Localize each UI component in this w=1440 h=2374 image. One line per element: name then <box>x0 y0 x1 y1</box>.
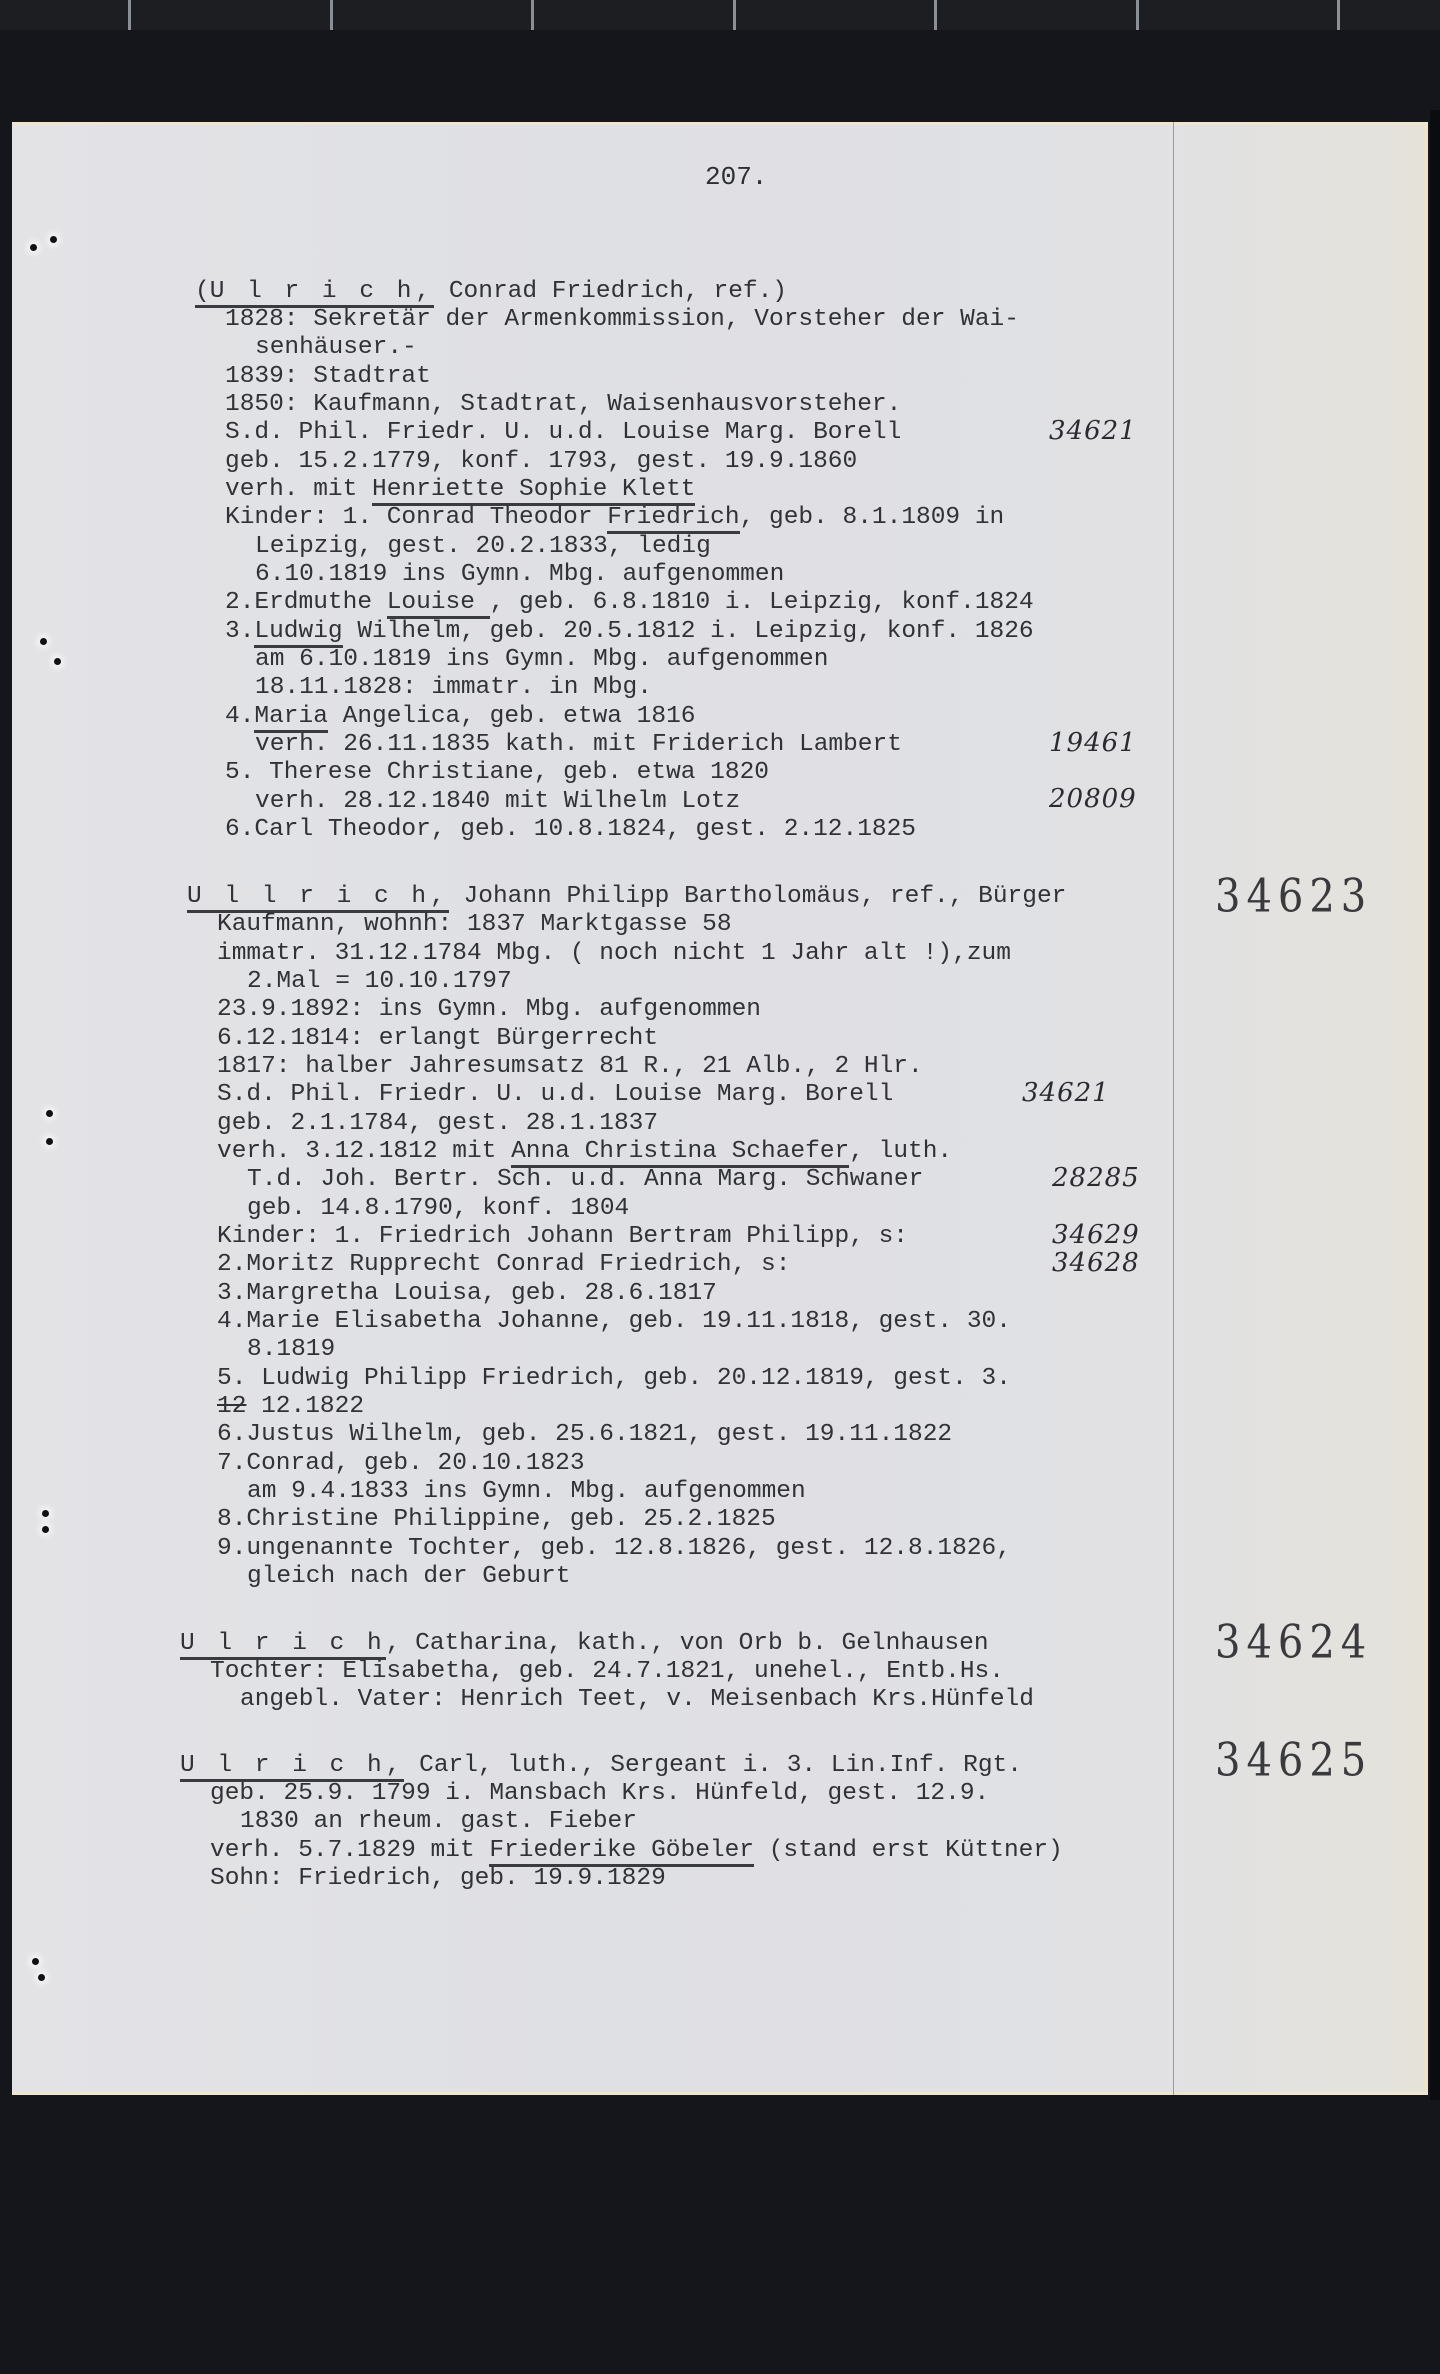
text-line: 6.10.1819 ins Gymn. Mbg. aufgenommen <box>255 561 785 588</box>
text-line: Kinder: 1. Conrad Theodor Friedrich, geb. 8.1.1809 in <box>225 504 1004 533</box>
surname: U l l r i c h, <box>187 883 449 913</box>
handwritten-reference: 34621 <box>1049 416 1137 446</box>
text-line: Kinder: 1. Friedrich Johann Bertram Philipp, s: <box>217 1223 909 1250</box>
page-number: 207. <box>705 162 768 192</box>
text-line: Tochter: Elisabetha, geb. 24.7.1821, unehel., Entb.Hs. <box>210 1658 1004 1685</box>
text-line: 8.1819 <box>247 1336 336 1363</box>
text-line: verh. 5.7.1829 mit Friederike Göbeler (stand erst Küttner) <box>210 1837 1063 1866</box>
handwritten-reference: 34629 <box>1052 1220 1140 1250</box>
text-line: 2.Moritz Rupprecht Conrad Friedrich, s: <box>217 1251 791 1278</box>
entry-header: (U l r i c h, Conrad Friedrich, ref.) <box>195 278 787 307</box>
text-line: geb. 25.9. 1799 i. Mansbach Krs. Hünfeld, gest. 12.9. <box>210 1780 990 1807</box>
text-line: 9.ungenannte Tochter, geb. 12.8.1826, gest. 12.8.1826, <box>217 1535 1011 1562</box>
text-line: Sohn: Friedrich, geb. 19.9.1829 <box>210 1865 666 1892</box>
text-line: Kaufmann, wohnh: 1837 Marktgasse 58 <box>217 911 732 938</box>
given-names: Johann Philipp Bartholomäus, ref., Bürger <box>448 883 1067 910</box>
entry-conrad-friedrich <box>12 236 1034 863</box>
text-line: 5. Ludwig Philipp Friedrich, geb. 20.12.1819, gest. 3. <box>217 1365 1011 1392</box>
text-line: 12 12.1822 <box>217 1393 365 1420</box>
text-line: senhäuser.- <box>255 334 417 361</box>
surname: U l r i c h, <box>180 1752 404 1782</box>
film-perforation <box>531 0 534 30</box>
record-number-stamp: 34624 <box>1215 1616 1373 1669</box>
text-line: verh. 26.11.1835 kath. mit Friderich Lambert <box>255 731 902 758</box>
text-line: 2.Mal = 10.10.1797 <box>247 968 512 995</box>
text-line: 1817: halber Jahresumsatz 81 R., 21 Alb., 2 Hlr. <box>217 1053 923 1080</box>
text-line: geb. 2.1.1784, gest. 28.1.1837 <box>217 1110 659 1137</box>
text-line: 3.Margretha Louisa, geb. 28.6.1817 <box>217 1280 717 1307</box>
text-line: 6.12.1814: erlangt Bürgerrecht <box>217 1025 659 1052</box>
text-line: 23.9.1892: ins Gymn. Mbg. aufgenommen <box>217 996 761 1023</box>
handwritten-reference: 34628 <box>1052 1248 1140 1278</box>
text-line: S.d. Phil. Friedr. U. u.d. Louise Marg. Borell <box>217 1081 894 1108</box>
film-perforation <box>1337 0 1340 30</box>
text-line: 7.Conrad, geb. 20.10.1823 <box>217 1450 585 1477</box>
margin-line <box>1173 122 1174 2095</box>
film-perforation <box>1136 0 1139 30</box>
text-line: 1839: Stadtrat <box>225 363 431 390</box>
text-line: verh. mit Henriette Sophie Klett <box>225 476 695 505</box>
text-line: geb. 15.2.1779, konf. 1793, gest. 19.9.1860 <box>225 448 858 475</box>
given-names: Carl, luth., Sergeant i. 3. Lin.Inf. Rgt. <box>404 1752 1022 1779</box>
text-line: 5. Therese Christiane, geb. etwa 1820 <box>225 759 769 786</box>
entry-header <box>180 1752 1022 1781</box>
text-line: Leipzig, gest. 20.2.1833, ledig <box>255 533 711 560</box>
text-line: 18.11.1828: immatr. in Mbg. <box>255 674 652 701</box>
film-perforation <box>733 0 736 30</box>
text-line: am 6.10.1819 ins Gymn. Mbg. aufgenommen <box>255 646 829 673</box>
text-line: geb. 14.8.1790, konf. 1804 <box>247 1195 630 1222</box>
text-line: am 9.4.1833 ins Gymn. Mbg. aufgenommen <box>247 1478 806 1505</box>
given-names: Conrad Friedrich, ref.) <box>434 278 787 305</box>
text-line: 1828: Sekretär der Armenkommission, Vorsteher der Wai- <box>225 306 1019 333</box>
text-line: 6.Carl Theodor, geb. 10.8.1824, gest. 2.12.1825 <box>225 816 917 843</box>
surname: U l r i c h, <box>209 278 435 305</box>
spouse-name: Henriette Sophie Klett <box>372 476 695 506</box>
surname: U l r i c h <box>180 1630 386 1660</box>
handwritten-reference: 28285 <box>1052 1163 1140 1193</box>
film-perforation <box>934 0 937 30</box>
film-strip <box>0 0 1440 30</box>
handwritten-reference: 19461 <box>1049 728 1137 758</box>
handwritten-reference: 34621 <box>1022 1078 1110 1108</box>
text-line: 2.Erdmuthe Louise , geb. 6.8.1810 i. Leipzig, konf.1824 <box>225 589 1034 618</box>
film-perforation <box>330 0 333 30</box>
record-number-stamp: 34625 <box>1215 1734 1373 1787</box>
text-line: 4.Maria Angelica, geb. etwa 1816 <box>225 703 695 732</box>
film-perforation <box>128 0 131 30</box>
text-line: angebl. Vater: Henrich Teet, v. Meisenbach Krs.Hünfeld <box>240 1686 1034 1713</box>
text-line: 1830 an rheum. gast. Fieber <box>240 1808 637 1835</box>
record-number-stamp: 34623 <box>1215 870 1373 923</box>
text-line: S.d. Phil. Friedr. U. u.d. Louise Marg. Borell <box>225 419 902 446</box>
entry-carl <box>12 1752 1063 2317</box>
text-line: verh. 3.12.1812 mit Anna Christina Schaefer, luth. <box>217 1138 952 1167</box>
text-line: 6.Justus Wilhelm, geb. 25.6.1821, gest. 19.11.1822 <box>217 1421 953 1448</box>
struck-text: 12 <box>217 1393 247 1420</box>
text-line: immatr. 31.12.1784 Mbg. ( noch nicht 1 Jahr alt !),zum <box>217 940 1011 967</box>
entry-header <box>187 883 1066 912</box>
handwritten-reference: 20809 <box>1049 784 1137 814</box>
given-names: , Catharina, kath., von Orb b. Gelnhausen <box>385 1630 989 1657</box>
text-line: 8.Christine Philippine, geb. 25.2.1825 <box>217 1506 776 1533</box>
text-line: verh. 28.12.1840 mit Wilhelm Lotz <box>255 788 741 815</box>
text-line: 1850: Kaufmann, Stadtrat, Waisenhausvorsteher. <box>225 391 902 418</box>
text-line: gleich nach der Geburt <box>247 1563 571 1590</box>
document-page <box>12 122 1428 2095</box>
scan-edge <box>1430 110 1440 2100</box>
entry-header <box>180 1630 989 1659</box>
text-line: T.d. Joh. Bertr. Sch. u.d. Anna Marg. Schwaner <box>247 1166 924 1193</box>
text-line: 3.Ludwig Wilhelm, geb. 20.5.1812 i. Leipzig, konf. 1826 <box>225 618 1034 647</box>
spouse-name: Anna Christina Schaefer <box>511 1138 849 1168</box>
text-line: 4.Marie Elisabetha Johanne, geb. 19.11.1818, gest. 30. <box>217 1308 1011 1335</box>
spouse-name: Friederike Göbeler <box>489 1837 754 1867</box>
